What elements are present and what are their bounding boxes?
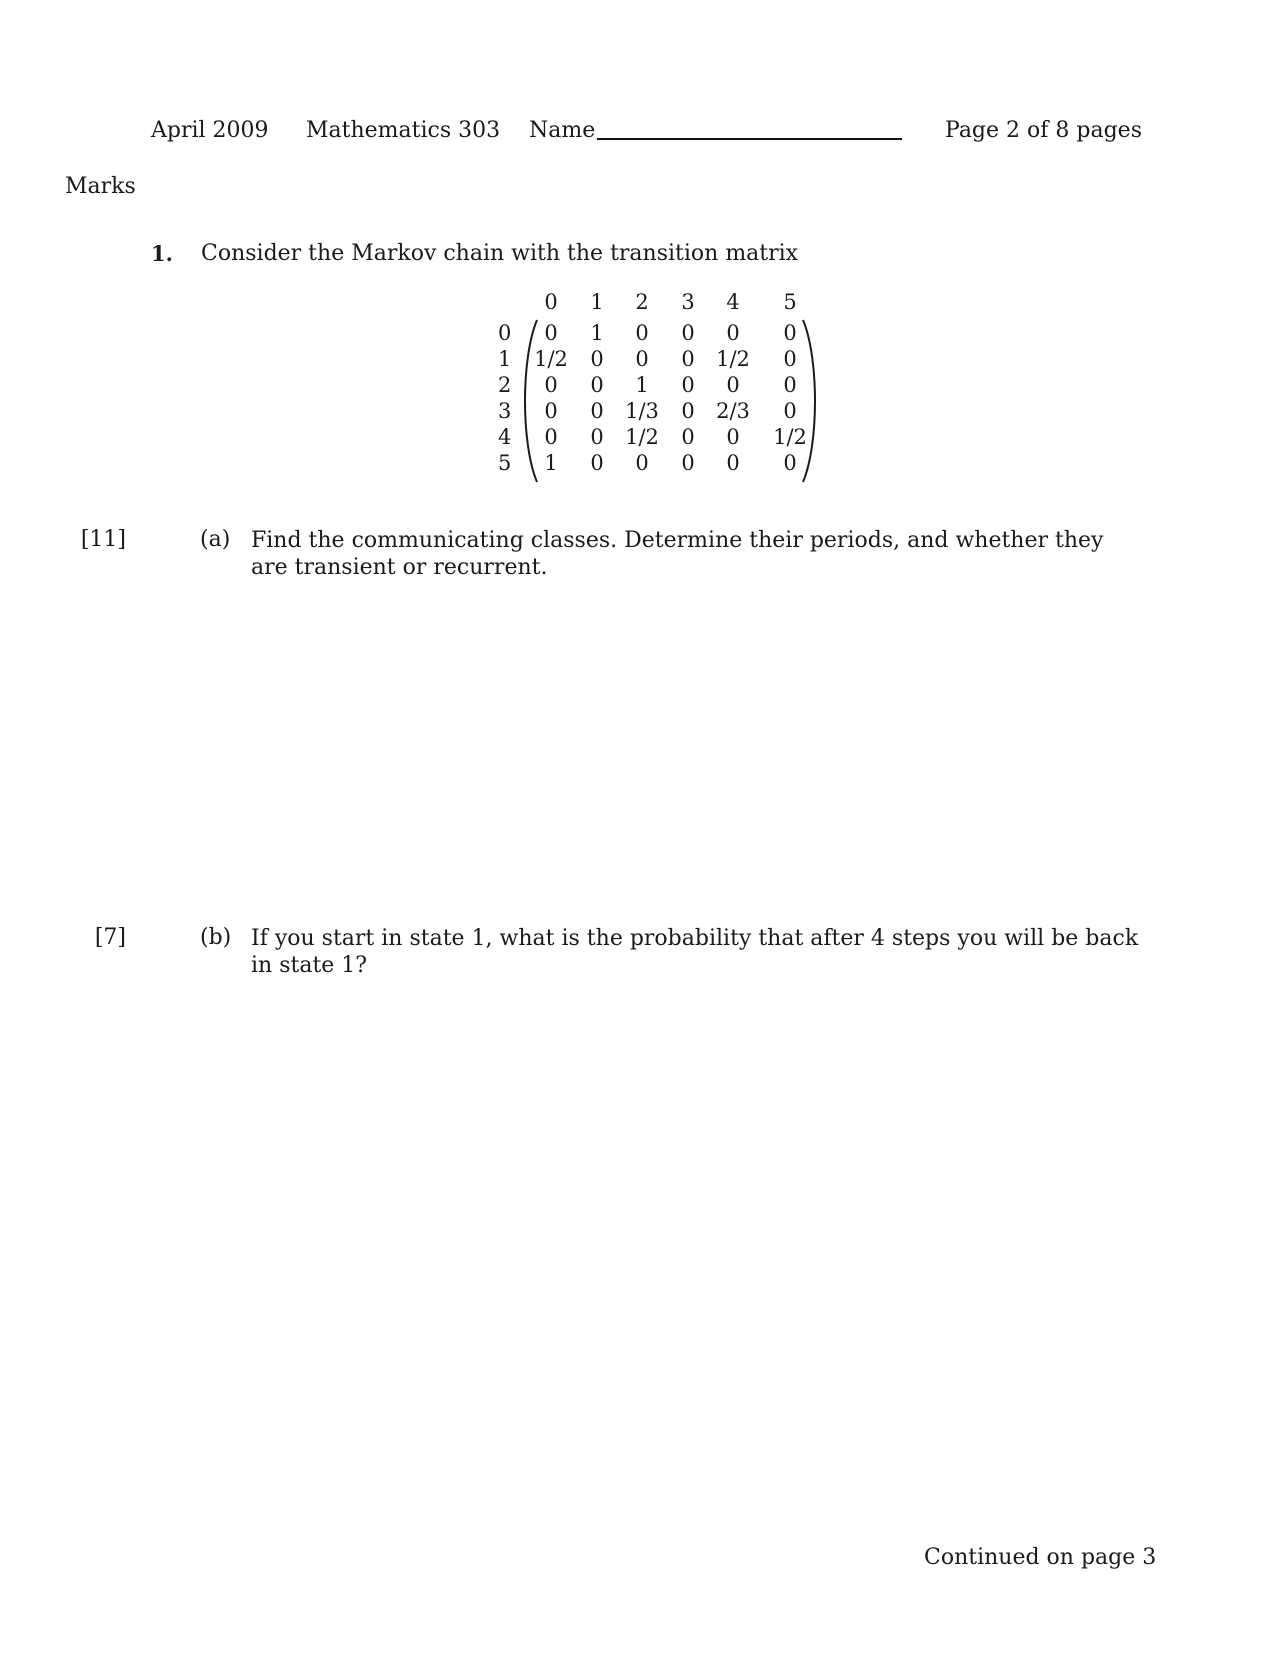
matrix-cell: 0 bbox=[544, 373, 558, 397]
part-b-marks: [7] bbox=[94, 925, 126, 950]
part-a-text: Find the communicating classes. Determine their periods, and whether they are transient or recurrent. bbox=[251, 528, 1104, 580]
matrix-cell: 0 bbox=[544, 425, 558, 449]
matrix-cell: 0 bbox=[681, 451, 695, 475]
question-text: Consider the Markov chain with the transition matrix bbox=[201, 241, 799, 266]
right-parenthesis bbox=[800, 318, 822, 484]
matrix-cell: 0 bbox=[590, 373, 604, 397]
matrix-cell: 0 bbox=[681, 399, 695, 423]
matrix-cell: 0 bbox=[681, 347, 695, 371]
header-date: April 2009 bbox=[151, 118, 269, 143]
part-b-text: If you start in state 1, what is the probability that after 4 steps you will be back in state 1? bbox=[251, 926, 1139, 978]
matrix-col-label: 2 bbox=[635, 290, 649, 314]
matrix-cell: 0 bbox=[635, 451, 649, 475]
matrix-cell: 0 bbox=[635, 321, 649, 345]
matrix-cell: 0 bbox=[590, 399, 604, 423]
matrix-cell: 0 bbox=[726, 451, 740, 475]
header-course: Mathematics 303 bbox=[306, 118, 501, 143]
matrix-row-label: 5 bbox=[498, 451, 512, 475]
matrix-cell: 0 bbox=[726, 373, 740, 397]
matrix-col-label: 0 bbox=[544, 290, 558, 314]
marks-column-label: Marks bbox=[65, 174, 136, 199]
matrix-cell: 1/2 bbox=[534, 347, 568, 371]
matrix-row-label: 4 bbox=[498, 425, 512, 449]
matrix-cell: 0 bbox=[590, 425, 604, 449]
matrix-cell: 0 bbox=[544, 399, 558, 423]
matrix-cell: 0 bbox=[783, 451, 797, 475]
matrix-col-label: 3 bbox=[681, 290, 695, 314]
matrix-cell: 0 bbox=[635, 347, 649, 371]
matrix-cell: 2/3 bbox=[716, 399, 750, 423]
name-blank-line[interactable] bbox=[597, 138, 902, 140]
matrix-cell: 0 bbox=[590, 451, 604, 475]
matrix-cell: 1/2 bbox=[716, 347, 750, 371]
left-parenthesis bbox=[518, 318, 540, 484]
matrix-row-label: 3 bbox=[498, 399, 512, 423]
matrix-cell: 1/2 bbox=[625, 425, 659, 449]
transition-matrix bbox=[490, 290, 840, 490]
matrix-cell: 0 bbox=[726, 425, 740, 449]
matrix-cell: 1 bbox=[544, 451, 558, 475]
matrix-col-label: 4 bbox=[726, 290, 740, 314]
part-b-label: (b) bbox=[200, 925, 232, 950]
header-page-info: Page 2 of 8 pages bbox=[945, 118, 1142, 143]
matrix-cell: 1/3 bbox=[625, 399, 659, 423]
matrix-cell: 0 bbox=[681, 425, 695, 449]
footer-continued: Continued on page 3 bbox=[924, 1545, 1157, 1570]
matrix-cell: 1/2 bbox=[773, 425, 807, 449]
part-a-label: (a) bbox=[200, 527, 231, 552]
matrix-cell: 0 bbox=[544, 321, 558, 345]
part-a-marks: [11] bbox=[80, 527, 126, 552]
matrix-cell: 0 bbox=[783, 399, 797, 423]
question-number: 1. bbox=[151, 241, 173, 266]
matrix-col-label: 1 bbox=[590, 290, 604, 314]
matrix-cell: 0 bbox=[681, 373, 695, 397]
matrix-cell: 1 bbox=[590, 321, 604, 345]
matrix-row-label: 2 bbox=[498, 373, 512, 397]
matrix-cell: 1 bbox=[635, 373, 649, 397]
matrix-cell: 0 bbox=[681, 321, 695, 345]
matrix-cell: 0 bbox=[783, 373, 797, 397]
matrix-cell: 0 bbox=[783, 347, 797, 371]
matrix-cell: 0 bbox=[726, 321, 740, 345]
matrix-row-label: 0 bbox=[498, 321, 512, 345]
matrix-col-label: 5 bbox=[783, 290, 797, 314]
matrix-row-label: 1 bbox=[498, 347, 512, 371]
matrix-cell: 0 bbox=[590, 347, 604, 371]
header-name-label: Name bbox=[529, 118, 596, 143]
matrix-cell: 0 bbox=[783, 321, 797, 345]
